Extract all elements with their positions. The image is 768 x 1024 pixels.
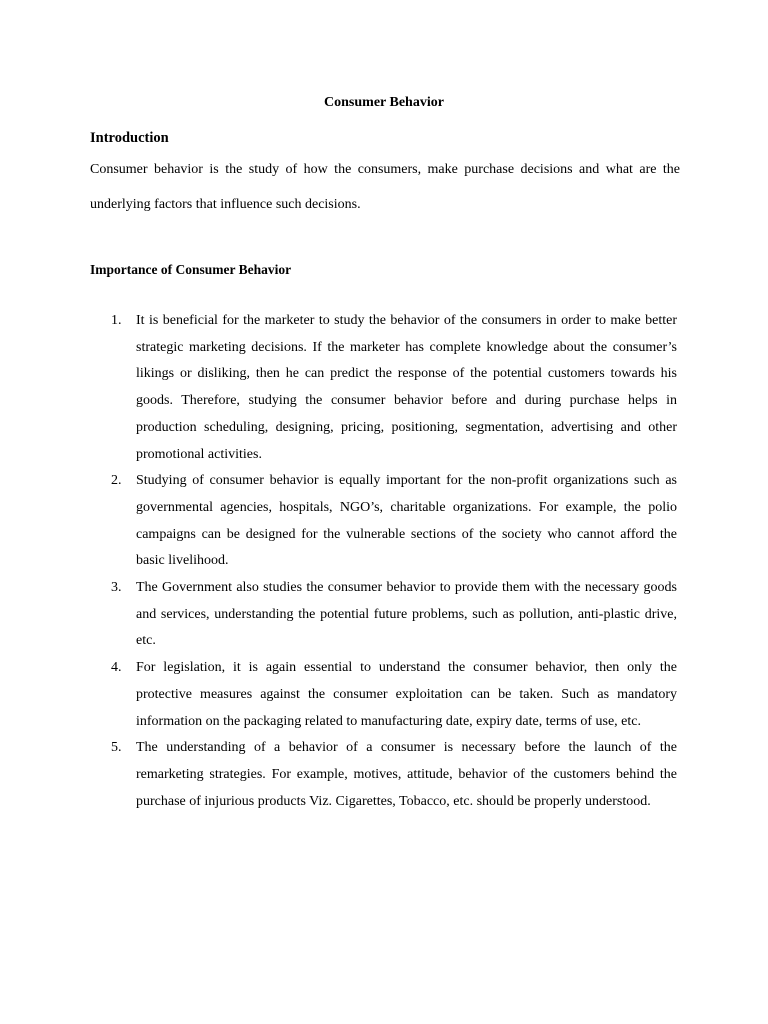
list-item-text: It is beneficial for the marketer to study the behavior of the consumers in order to make better strategic marketing decisions. If the marketer has complete knowledge about the consumer’s likings or disliking, then he can predict the response of the potential customers towards his goods. Therefore, studying the consumer behavior before and during purchase helps in production scheduling, designing, pricing, positioning, segmentation, advertising and other promotional activities.	[136, 313, 677, 462]
list-item-text: The understanding of a behavior of a consumer is necessary before the launch of the remarketing strategies. For example, motives, attitude, behavior of the customers behind the purchase of injurious products Viz. Cigarettes, Tobacco, etc. should be properly understood.	[136, 740, 677, 809]
introduction-heading: Introduction	[90, 130, 169, 146]
list-item	[0, 655, 768, 735]
introduction-paragraph: Consumer behavior is the study of how the consumers, make purchase decisions and what are the underlying factors that influence such decisions.	[90, 162, 680, 212]
importance-list	[0, 308, 768, 815]
list-item	[0, 735, 768, 815]
list-item-number: 3.	[111, 580, 122, 596]
list-item	[0, 575, 768, 655]
importance-heading: Importance of Consumer Behavior	[90, 262, 292, 277]
list-item-number: 2.	[111, 473, 122, 489]
document-title: Consumer Behavior	[324, 95, 444, 110]
list-item-number: 4.	[111, 660, 122, 676]
list-item	[0, 308, 768, 468]
list-item-text: For legislation, it is again essential to understand the consumer behavior, then only the protective measures against the consumer exploitation can be taken. Such as mandatory information on the packaging related to manufacturing date, expiry date, terms of use, etc.	[136, 660, 677, 729]
list-item-text: The Government also studies the consumer behavior to provide them with the necessary goods and services, understanding the potential future problems, such as pollution, anti-plastic drive, etc.	[136, 580, 677, 649]
list-item-text: Studying of consumer behavior is equally important for the non-profit organizations such as governmental agencies, hospitals, NGO’s, charitable organizations. For example, the polio campaigns can be designed for the vulnerable sections of the society who cannot afford the basic livelihood.	[136, 473, 677, 569]
list-item-number: 5.	[111, 740, 122, 756]
list-item	[0, 468, 768, 575]
list-item-number: 1.	[111, 313, 122, 328]
